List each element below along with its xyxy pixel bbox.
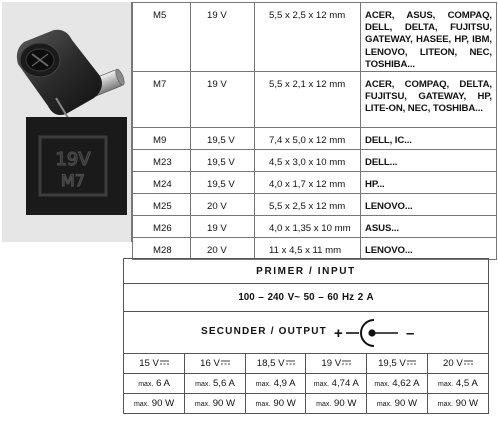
output-voltage-cell: [245, 354, 306, 373]
tip-brands: DELL, IC...: [361, 128, 497, 150]
tip-size: 7,4 x 5,0 x 12 mm: [255, 128, 361, 150]
output-value: 19,5 V: [378, 357, 406, 369]
tip-code: M5: [133, 3, 191, 72]
output-power-cell: [185, 394, 246, 414]
output-value: 6 A: [156, 377, 170, 389]
output-voltage-row: [124, 354, 488, 373]
output-power-cell: [427, 394, 488, 414]
output-power-cell: [306, 394, 367, 414]
tip-brands: ACER, COMPAQ, DELTA, FUJITSU, GATEWAY, HP, LITE-ON, NEC, TOSHIBA...: [361, 72, 497, 128]
max-prefix: max.: [313, 380, 329, 388]
tip-row: [133, 72, 497, 128]
output-value: 5,6 A: [212, 377, 235, 389]
output-current-cell: [427, 373, 488, 393]
max-prefix: max.: [255, 401, 271, 408]
tip-code: M25: [133, 194, 191, 216]
output-power-cell: [124, 394, 185, 414]
output-value: 4,5 A: [455, 377, 478, 389]
tip-voltage: 19 V: [191, 3, 255, 72]
tip-code: M24: [133, 172, 191, 194]
tip-row: [133, 238, 497, 260]
dc-symbol-icon: [407, 360, 416, 365]
output-current-cell: [124, 373, 185, 393]
max-prefix: max.: [374, 380, 390, 388]
output-value: 4,74 A: [331, 377, 359, 389]
output-current-cell: [306, 373, 367, 393]
output-value: 90 W: [212, 398, 236, 409]
dc-symbol-icon: [342, 360, 351, 365]
max-prefix: max.: [195, 380, 211, 388]
tip-code: M7: [133, 72, 191, 128]
tip-size: 5,5 x 2,5 x 12 mm: [255, 194, 361, 216]
output-voltage-cell: [124, 354, 185, 373]
plug-label-closeup: [26, 117, 127, 215]
tip-code: M28: [133, 238, 191, 260]
tip-voltage: 19,5 V: [191, 150, 255, 172]
dc-symbol-icon: [464, 360, 473, 365]
tip-row: [133, 3, 497, 72]
output-value: 16 V: [200, 357, 220, 369]
tip-voltage: 19,5 V: [191, 172, 255, 194]
tip-row: [133, 172, 497, 194]
tip-brands: HP...: [361, 172, 497, 194]
tip-voltage: 20 V: [191, 194, 255, 216]
output-current-cell: [185, 373, 246, 393]
output-value: 4,62 A: [392, 377, 420, 389]
output-value: 90 W: [455, 398, 479, 409]
max-prefix: max.: [138, 380, 154, 388]
tip-size: 4,0 x 1,35 x 10 mm: [255, 216, 361, 238]
tip-size: 4,0 x 1,7 x 12 mm: [255, 172, 361, 194]
max-prefix: max.: [438, 380, 454, 388]
output-value: 15 V: [139, 357, 159, 369]
output-power-row: [124, 394, 488, 414]
tip-voltage: 19 V: [191, 72, 255, 128]
output-voltage-cell: [367, 354, 428, 373]
output-row: [124, 312, 488, 354]
dc-symbol-icon: [221, 360, 230, 365]
label-closeup-line1: 19V: [55, 149, 91, 170]
polarity-minus: –: [406, 325, 415, 342]
output-power-cell: [245, 394, 306, 414]
polarity-symbol-icon: [334, 316, 424, 350]
output-grid: [124, 354, 488, 413]
output-current-row: [124, 373, 488, 393]
tip-row: [133, 194, 497, 216]
output-value: 20 V: [443, 357, 463, 369]
tip-row: [133, 128, 497, 150]
tip-row: [133, 150, 497, 172]
output-voltage-cell: [185, 354, 246, 373]
tip-brands: ACER, ASUS, COMPAQ, DELL, DELTA, FUJITSU, GATEWAY, HASEE, HP, IBM, LENOVO, LITEON, NEC, TOSHIBA...: [361, 3, 497, 72]
max-prefix: max.: [133, 401, 150, 408]
tip-size: 5,5 x 2,1 x 12 mm: [255, 72, 361, 128]
output-voltage-cell: [427, 354, 488, 373]
max-prefix: max.: [316, 401, 332, 408]
output-value: 18,5 V: [256, 357, 285, 369]
max-prefix: max.: [194, 401, 211, 408]
output-power-cell: [367, 394, 428, 414]
max-prefix: max.: [376, 401, 392, 408]
output-current-cell: [367, 373, 428, 393]
tip-row: [133, 216, 497, 238]
output-value: 90 W: [334, 398, 357, 409]
output-title: SECUNDER / OUTPUT: [201, 326, 327, 337]
max-prefix: max.: [255, 380, 271, 388]
tip-brands: ASUS...: [361, 216, 497, 238]
tip-voltage: 20 V: [191, 238, 255, 260]
tip-size: 4,5 x 3,0 x 10 mm: [255, 150, 361, 172]
power-spec-box: [123, 258, 489, 414]
output-voltage-cell: [306, 354, 367, 373]
tip-brands: LENOVO...: [361, 194, 497, 216]
output-value: 90 W: [394, 398, 418, 409]
product-photo-panel: [2, 2, 132, 242]
dc-symbol-icon: [286, 360, 295, 365]
output-value: 19 V: [321, 357, 342, 369]
output-current-cell: [245, 373, 306, 393]
label-closeup-line2: M7: [61, 171, 85, 190]
tip-size: 5,5 x 2,5 x 12 mm: [255, 3, 361, 72]
tip-voltage: 19,5 V: [191, 128, 255, 150]
input-title: PRIMER / INPUT: [124, 259, 488, 284]
tip-code: M23: [133, 150, 191, 172]
connector-tips-body: [133, 3, 497, 260]
tip-code: M9: [133, 128, 191, 150]
tip-brands: LENOVO...: [361, 238, 497, 260]
output-grid-body: [124, 354, 488, 413]
polarity-plus: +: [334, 325, 343, 342]
dc-symbol-icon: [160, 360, 169, 365]
label-closeup-svg: [26, 117, 127, 215]
output-value: 90 W: [151, 398, 175, 409]
tip-voltage: 19 V: [191, 216, 255, 238]
max-prefix: max.: [437, 401, 453, 408]
input-values: 100 – 240 V~ 50 – 60 Hz 2 A: [124, 284, 488, 312]
tip-size: 11 x 4,5 x 11 mm: [255, 238, 361, 260]
tip-code: M26: [133, 216, 191, 238]
output-value: 90 W: [273, 398, 296, 409]
tip-brands: DELL...: [361, 150, 497, 172]
output-value: 4,9 A: [273, 377, 296, 389]
connector-tips-table: [132, 2, 497, 260]
